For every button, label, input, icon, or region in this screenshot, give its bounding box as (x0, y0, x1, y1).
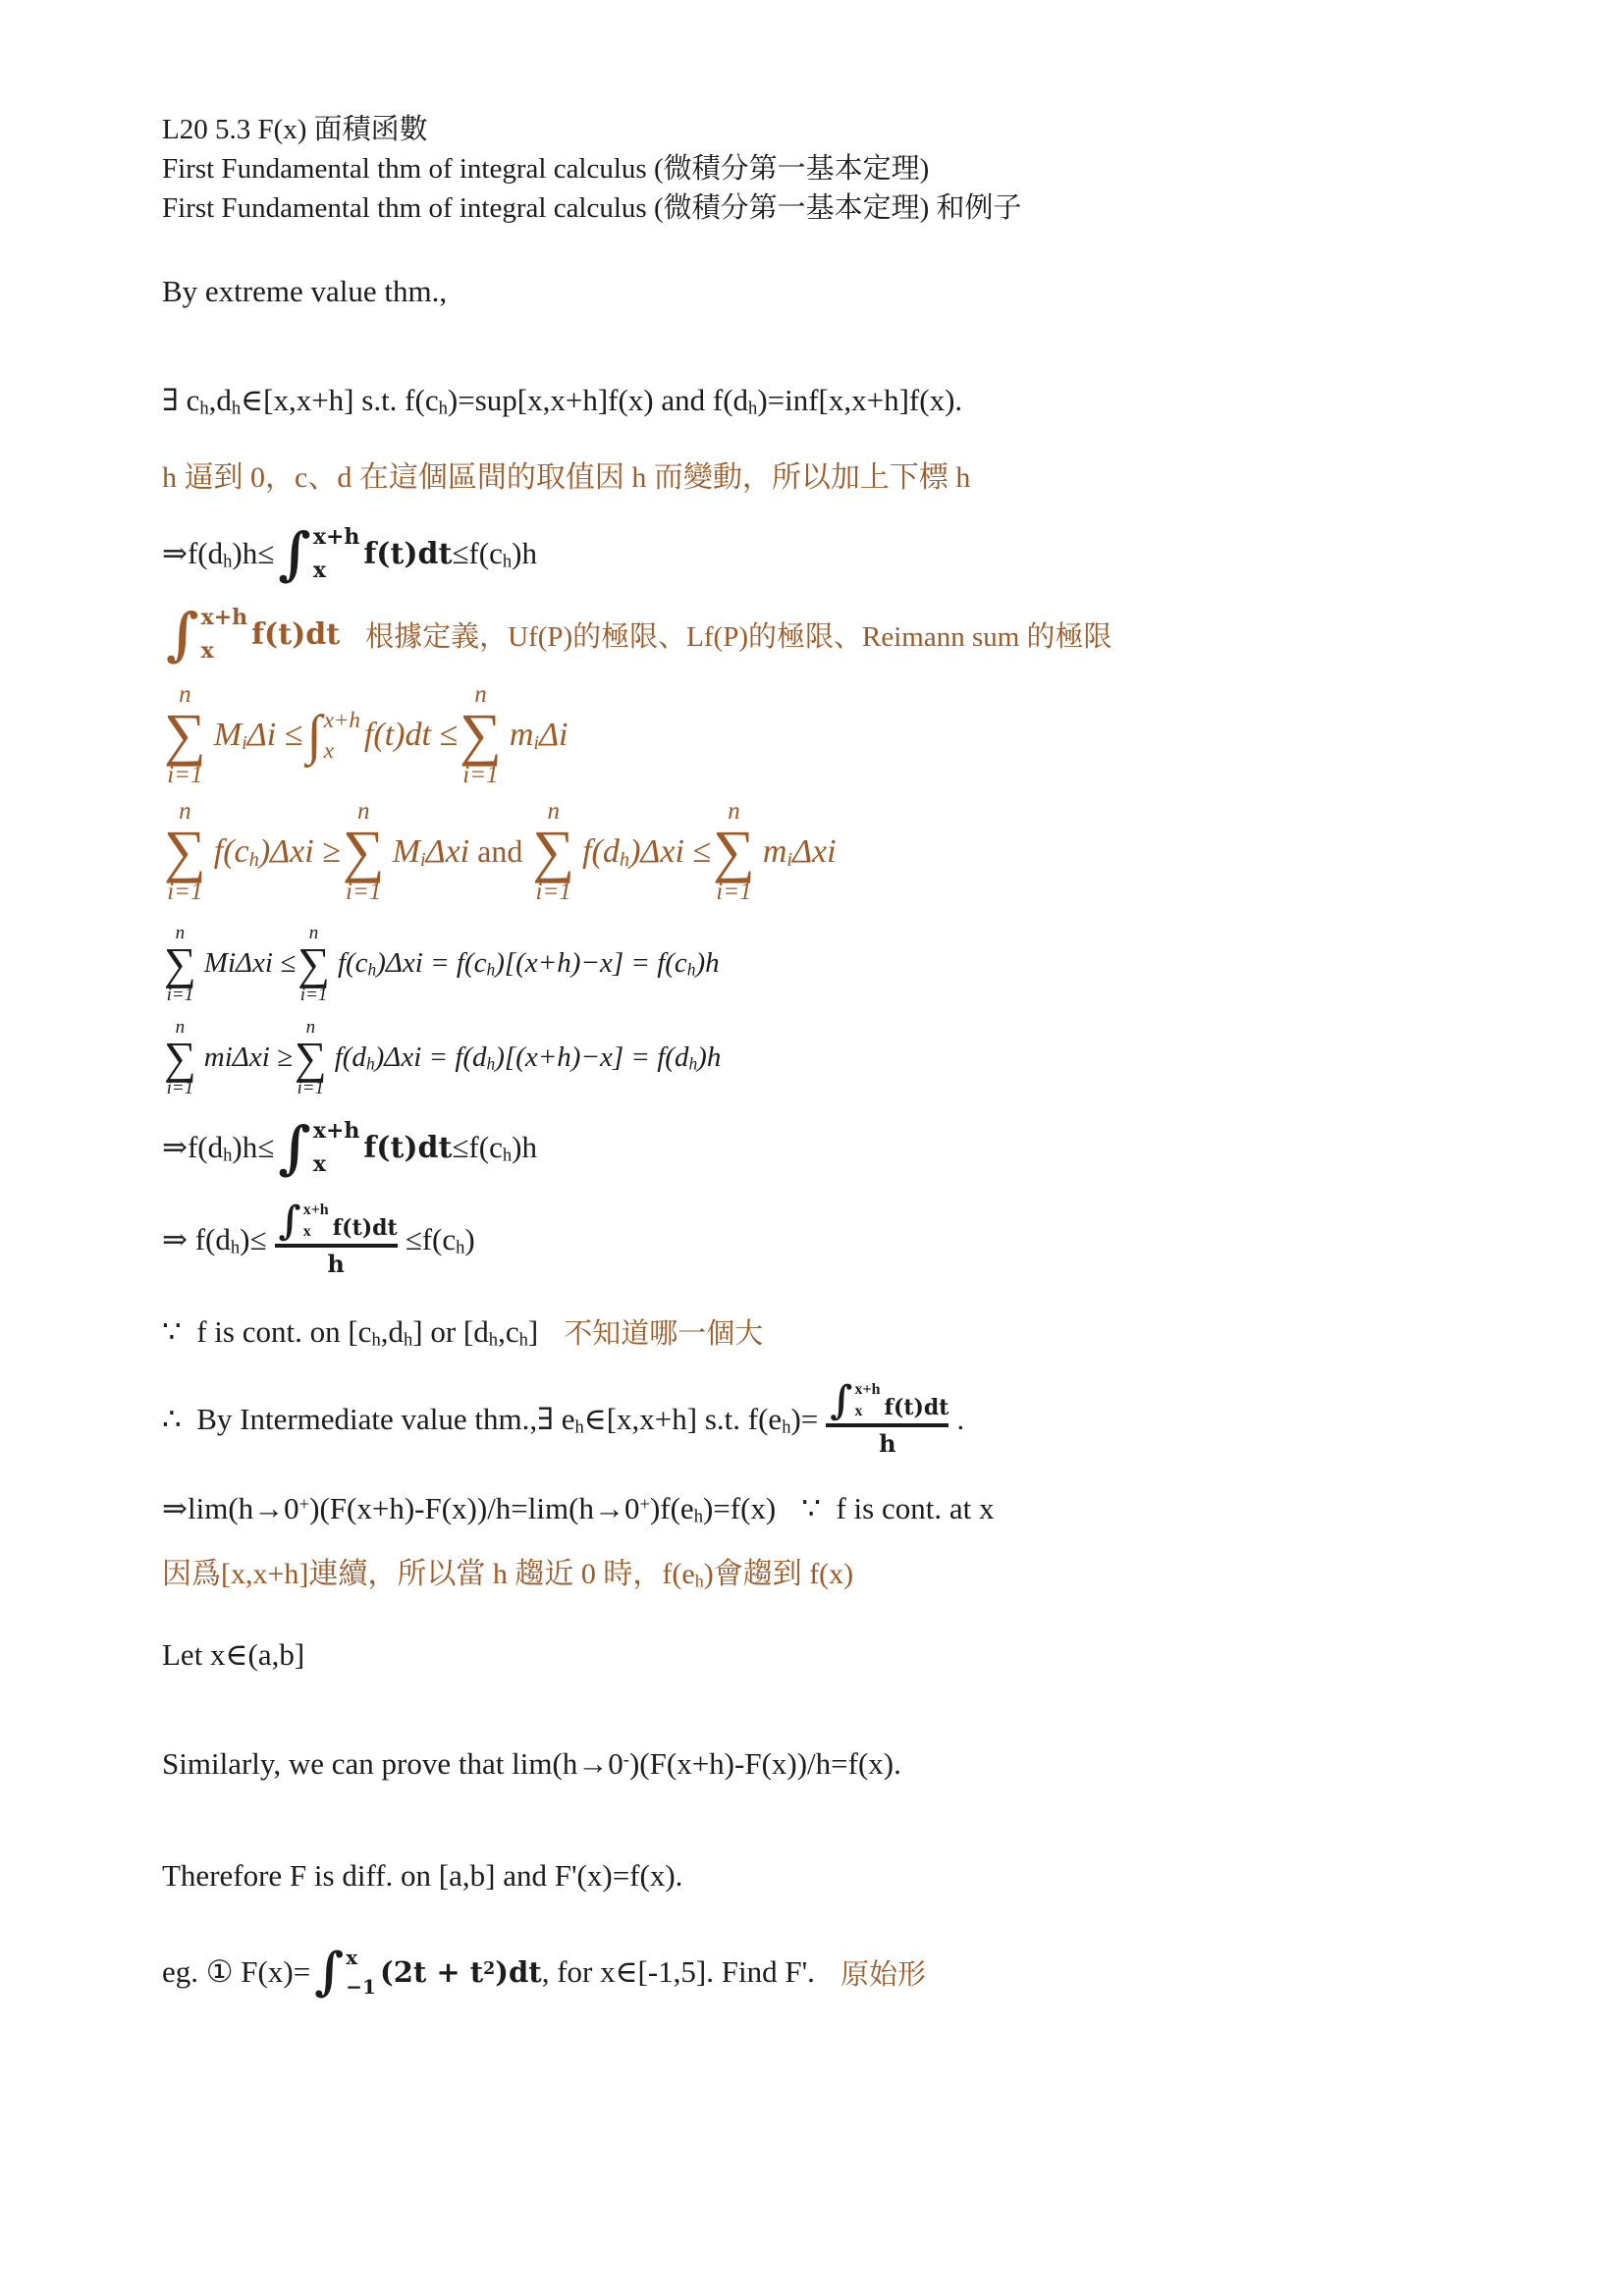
integral-upper-bound: x+h (854, 1381, 881, 1399)
integrand: f(t)dt (363, 536, 453, 571)
integrand: f(t)dt (363, 1130, 453, 1165)
sigma-glyph: ∑ (164, 1032, 196, 1083)
integral-lower-bound: x (312, 558, 326, 583)
sum-upper: n (179, 798, 191, 825)
sum-lower: i=1 (462, 762, 499, 788)
example-label: eg. ① F(x)= (162, 1954, 311, 1990)
statement-intermediate-value-thm (162, 1377, 1555, 1459)
sum-lower: i=1 (167, 879, 203, 905)
fraction (826, 1377, 949, 1459)
summation-symbol (532, 799, 574, 904)
formula-text: $m_i\Delta i$ (509, 716, 568, 754)
summation-symbol (164, 682, 206, 787)
sigma-glyph: ∑ (294, 1032, 327, 1083)
fraction (275, 1198, 398, 1279)
integrand: f(t)dt (332, 1215, 398, 1242)
sum-upper: n (175, 923, 186, 943)
integral-upper-bound: x+h (312, 524, 360, 550)
formula-text: $\Rightarrow\lim(h\to 0^+)(F(x+h)-F(x))/h=\lim(h\to 0^+)f(e_h)=f(x)$ (162, 1491, 777, 1528)
annotation-which-larger: 不知道哪一個大 (564, 1318, 764, 1351)
sum-lower: i=1 (716, 879, 752, 905)
formula-text: $\le f(c_h)h$ (452, 536, 537, 572)
sigma-glyph: ∑ (298, 938, 330, 988)
statement-let-x: Let x∈(a,b] (162, 1636, 305, 1672)
integral-glyph: ∫ (278, 520, 311, 587)
integral-symbol (166, 601, 248, 667)
integral-upper-bound: x+h (200, 605, 248, 630)
statement-exists-sup-inf: ∃ $c_h,d_h\in[x,x+h]$ s.t. $f(c_h)=sup[x,x+h]f(x)$ and $f(d_h)=inf[x,x+h]f(x)$. (162, 382, 963, 419)
statement-cont-at-x: ∵ f is cont. at x (801, 1491, 995, 1526)
statement-text: ∴ By Intermediate value thm.,∃ $e_h\in[x,x+h]$ s.t. $f(e_h)=$ (162, 1402, 819, 1439)
formula-integral-definition (162, 601, 1555, 667)
summation-symbol (460, 682, 502, 787)
summation-symbol (164, 1018, 196, 1098)
fraction-bar (826, 1423, 948, 1427)
formula-text: $M_i\Delta xi$ (392, 832, 470, 871)
formula-text: $\Rightarrow f(d_h)h\le$ (162, 536, 275, 572)
sum-lower: i=1 (535, 879, 571, 905)
annotation-limit-note: 因爲[x,x+h]連續，所以當 h 趨近 0 時，$f(e_h)$會趨到 f(x) (162, 1558, 854, 1591)
formula-text: $m_i\Delta xi$ (762, 832, 837, 871)
fraction-numerator (826, 1377, 949, 1424)
sum-lower: i=1 (167, 762, 203, 788)
sigma-glyph: ∑ (164, 938, 196, 988)
formula-average-value-inequality (162, 1198, 1555, 1279)
summation-symbol (343, 799, 385, 904)
sigma-glyph: ∑ (164, 702, 206, 767)
annotation-subscript-h-note: h 逼到 0，c、d 在這個區間的取值因 h 而變動，所以加上下標 h (162, 460, 971, 494)
doc-subtitle-2: First Fundamental thm of integral calculus (微積分第一基本定理) 和例子 (162, 192, 1022, 224)
period: . (956, 1402, 965, 1437)
integral-glyph: ∫ (278, 1114, 311, 1182)
integral-upper-bound: x+h (312, 1118, 360, 1145)
example-1 (162, 1942, 1555, 2002)
formula-text: $\le f(c_h)$ (405, 1222, 475, 1259)
formula-text: $f(d_h)\Delta xi = f(d_h)[(x+h)-x] = f(d_h)h$ (334, 1041, 722, 1074)
fraction-numerator (275, 1198, 398, 1245)
integral-lower-bound: x (200, 638, 214, 664)
integral-upper-bound: x+h (302, 1201, 329, 1219)
annotation-definition-note: 根據定義，Uf(P)的極限、Lf(P)的極限、Reimann sum 的極限 (365, 620, 1112, 653)
integral-lower-bound: x (854, 1403, 863, 1420)
integral-symbol (314, 1942, 376, 2002)
integral-symbol (306, 704, 360, 766)
doc-title: L20 5.3 F(x) 面積函數 (162, 114, 428, 145)
annotation-original-form: 原始形 (839, 1958, 926, 1991)
sum-lower: i=1 (166, 984, 194, 1005)
formula-limit-right (162, 1491, 1555, 1526)
sum-upper: n (547, 798, 560, 825)
fraction-bar (275, 1244, 398, 1248)
formula-text: ⇒ $f(d_h)\le$ (162, 1222, 267, 1259)
integral-lower-bound: x (323, 737, 334, 763)
sigma-glyph: ∑ (532, 819, 575, 883)
formula-text: f(t)dt ≤ (363, 716, 459, 753)
sum-upper: n (356, 798, 370, 825)
statement-extreme-value-thm: By extreme value thm., (162, 274, 448, 308)
sum-lower: i=1 (297, 1078, 325, 1099)
statement-conclusion: Therefore F is diff. on [a,b] and F'(x)=f(x). (162, 1858, 683, 1894)
integral-glyph: ∫ (314, 1942, 345, 2002)
integral-glyph: ∫ (830, 1377, 853, 1424)
sum-lower: i=1 (166, 1078, 194, 1099)
formula-text: $\le f(c_h)h$ (452, 1130, 537, 1167)
integral-glyph: ∫ (166, 601, 199, 667)
fraction-denominator: h (879, 1429, 896, 1459)
formula-riemann-sum-bounds (162, 682, 1555, 787)
sigma-glyph: ∑ (342, 819, 385, 883)
integral-symbol (278, 1114, 360, 1182)
statement-continuity (162, 1311, 1555, 1352)
sum-lower: i=1 (346, 879, 382, 905)
formula-text: $\Rightarrow f(d_h)h\le$ (162, 1130, 275, 1167)
sigma-glyph: ∑ (164, 819, 206, 883)
sum-upper: n (179, 681, 191, 708)
formula-integral-inequality-1 (162, 520, 1555, 587)
formula-text: $M_i\Delta i$ ≤ (213, 716, 303, 754)
summation-symbol (298, 924, 330, 1004)
statement-similarly-left-limit: Similarly, we can prove that lim(h→0-)(F(x+h)-F(x))/h=f(x). (162, 1745, 901, 1781)
integrand: f(t)dt (884, 1395, 949, 1421)
formula-sum-comparison (162, 799, 1555, 904)
fraction-denominator: h (327, 1250, 345, 1279)
summation-symbol (295, 1018, 327, 1098)
sum-upper: n (305, 1016, 316, 1038)
summation-symbol (713, 799, 755, 904)
doc-subtitle-1: First Fundamental thm of integral calculus (微積分第一基本定理) (162, 153, 930, 185)
integral-symbol (278, 1198, 329, 1245)
sigma-glyph: ∑ (713, 819, 755, 883)
integral-upper-bound: x+h (323, 707, 360, 732)
formula-text: $f(c_h)\Delta xi = f(c_h)[(x+h)-x] = f(c_h)h$ (337, 947, 720, 980)
header-block (162, 110, 1555, 228)
integral-symbol (830, 1377, 881, 1424)
integral-lower-bound: x (312, 1151, 326, 1178)
integrand: $(2t + t^2)dt$ (379, 1955, 542, 1990)
and-word: and (477, 833, 523, 869)
integral-lower-bound: −1 (346, 1975, 376, 2000)
sum-upper: n (308, 923, 319, 943)
formula-text: MiΔxi ≤ (203, 947, 297, 980)
integral-glyph: ∫ (306, 704, 322, 766)
formula-lower-sum-evaluation (162, 1018, 1555, 1098)
formula-text: miΔxi ≥ (203, 1041, 293, 1074)
summation-symbol (164, 924, 196, 1004)
formula-text: $f(c_h)\Delta xi$ ≥ (213, 832, 341, 871)
integral-upper-bound: x (346, 1946, 358, 1970)
summation-symbol (164, 799, 206, 904)
sum-upper: n (474, 681, 487, 708)
formula-text: $f(d_h)\Delta xi$ ≤ (582, 832, 712, 871)
integrand: f(t)dt (251, 616, 341, 652)
sum-lower: i=1 (299, 984, 328, 1005)
example-text: , for x∈[-1,5]. Find F'. (541, 1954, 815, 1990)
sum-upper: n (175, 1016, 186, 1038)
sum-upper: n (728, 798, 740, 825)
formula-upper-sum-evaluation (162, 924, 1555, 1004)
integral-lower-bound: x (302, 1223, 311, 1241)
statement-text: ∵ f is cont. on $[c_h,d_h]$ or $[d_h,c_h]$ (162, 1313, 539, 1351)
integral-symbol (278, 520, 360, 587)
formula-integral-inequality-2 (162, 1114, 1555, 1182)
sigma-glyph: ∑ (460, 702, 502, 767)
integral-glyph: ∫ (278, 1198, 301, 1245)
